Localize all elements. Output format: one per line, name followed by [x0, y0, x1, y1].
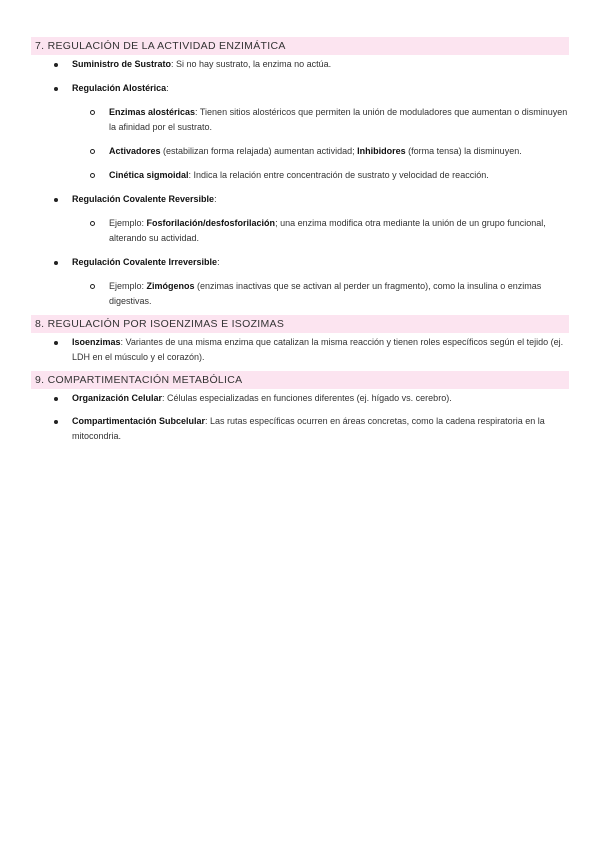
item-term: Suministro de Sustrato: [72, 59, 172, 69]
list-item-covalente-reversible: [31, 192, 569, 207]
item-term: Cinética sigmoidal: [109, 170, 189, 180]
bullet-icon: [52, 335, 60, 350]
item-text: : Indica la relación entre concentración de sustrato y velocidad de reacción.: [188, 170, 489, 180]
list-subitem-zimogenos: [31, 279, 569, 309]
item-text: :: [217, 257, 220, 267]
list-subitem-cinetica-sigmoidal: [31, 168, 569, 183]
circle-bullet-icon: [88, 144, 96, 159]
bullet-icon: [52, 255, 60, 270]
item-term: Inhibidores: [357, 146, 406, 156]
item-term: Fosforilación/desfosforilación: [146, 218, 276, 228]
list-item-compartimentacion-subcelular: [31, 414, 569, 444]
item-text: ; una enzima modifica otra mediante la unión de un grupo funcional, alterando su actividad.: [109, 218, 546, 243]
list-subitem-fosforilacion: [31, 216, 569, 246]
item-term: Activadores: [109, 146, 161, 156]
list-subitem-activadores: [31, 144, 569, 159]
bullet-icon: [52, 414, 60, 429]
item-term: Regulación Covalente Irreversible: [72, 257, 218, 267]
circle-bullet-icon: [88, 216, 96, 231]
section-header-7: 7. REGULACIÓN DE LA ACTIVIDAD ENZIMÁTICA: [31, 37, 569, 55]
item-term: Enzimas alostéricas: [109, 107, 196, 117]
item-text: : Si no hay sustrato, la enzima no actúa.: [171, 59, 332, 69]
item-term: Organización Celular: [72, 393, 163, 403]
item-term: Zimógenos: [146, 281, 195, 291]
list-item-suministro-sustrato: [31, 57, 569, 72]
bullet-icon: [52, 81, 60, 96]
document-page: [31, 37, 569, 444]
item-text: : Células especializadas en funciones diferentes (ej. hígado vs. cerebro).: [162, 393, 452, 403]
item-text: : Tienen sitios alostéricos que permiten la unión de moduladores que aumentan o disminuyen la afinidad por el sustrato.: [109, 107, 568, 132]
list-subitem-enzimas-alostericas: [31, 105, 569, 135]
item-text: : Variantes de una misma enzima que catalizan la misma reacción y tienen roles específicos según el tejido (ej. LDH en el músculo y el corazón).: [72, 337, 564, 362]
bullet-icon: [52, 57, 60, 72]
section-header-8: 8. REGULACIÓN POR ISOENZIMAS E ISOZIMAS: [31, 315, 569, 333]
list-item-covalente-irreversible: [31, 255, 569, 270]
item-text: Ejemplo:: [109, 281, 147, 291]
item-text: Ejemplo:: [109, 218, 147, 228]
circle-bullet-icon: [88, 168, 96, 183]
item-text: (estabilizan forma relajada) aumentan actividad;: [160, 146, 358, 156]
item-term: Regulación Covalente Reversible: [72, 194, 215, 204]
circle-bullet-icon: [88, 279, 96, 294]
circle-bullet-icon: [88, 105, 96, 120]
section-header-9: 9. COMPARTIMENTACIÓN METABÓLICA: [31, 371, 569, 389]
item-text: (enzimas inactivas que se activan al perder un fragmento), como la insulina o enzimas digestivas.: [109, 281, 542, 306]
bullet-icon: [52, 192, 60, 207]
item-term: Compartimentación Subcelular: [72, 416, 206, 426]
bullet-icon: [52, 391, 60, 406]
list-item-regulacion-alosterica: [31, 81, 569, 96]
list-item-isoenzimas: [31, 335, 569, 365]
item-text: : Las rutas específicas ocurren en áreas concretas, como la cadena respiratoria en la mitocondria.: [72, 416, 545, 441]
item-text: :: [166, 83, 169, 93]
item-term: Regulación Alostérica: [72, 83, 167, 93]
item-text: :: [214, 194, 217, 204]
list-item-organizacion-celular: [31, 391, 569, 406]
item-term: Isoenzimas: [72, 337, 121, 347]
item-text: (forma tensa) la disminuyen.: [405, 146, 522, 156]
